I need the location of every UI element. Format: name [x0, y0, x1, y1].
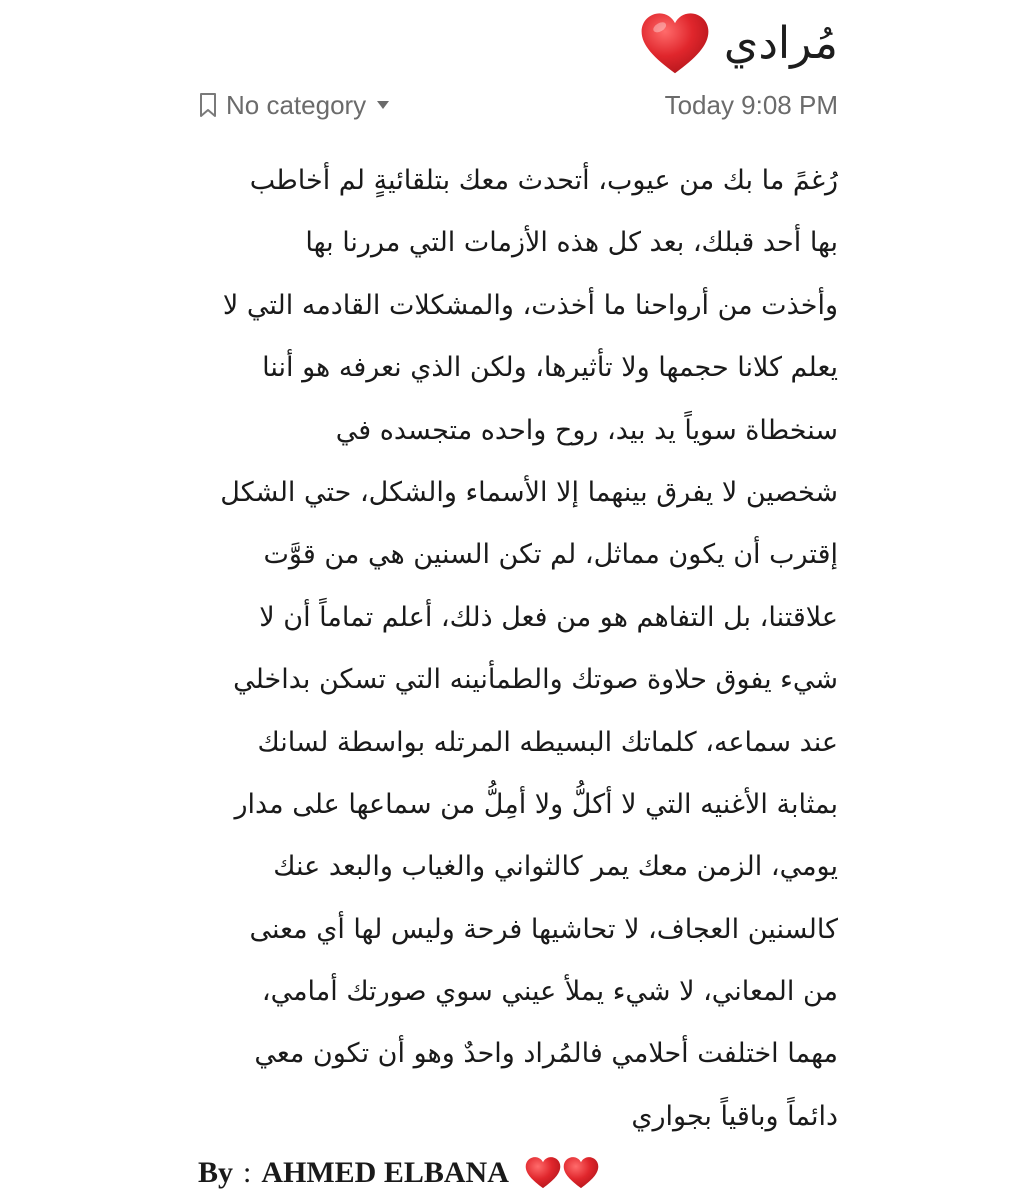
note-body-line: مهما اختلفت أحلامي فالمُراد واحدٌ وهو أن تكون معي — [254, 1038, 838, 1070]
note-body-line: وأخذت من أرواحنا ما أخذت، والمشكلات القادمه التي لا — [222, 289, 838, 321]
note-title[interactable]: مُرادي — [723, 18, 838, 69]
note-body-line: بمثابة الأغنيه التي لا أكلُّ ولا أمِلُّ من سماعها على مدار — [234, 788, 838, 820]
chevron-down-icon — [376, 100, 390, 110]
note-view — [198, 0, 838, 1200]
byline-hearts — [525, 1156, 599, 1190]
byline-prefix: By — [198, 1156, 234, 1189]
note-body-line: إقترب أن يكون مماثل، لم تكن السنين هي من قوَّت — [263, 539, 838, 571]
note-body-line: يعلم كلانا حجمها ولا تأثيرها، ولكن الذي نعرفه هو أننا — [262, 352, 838, 384]
note-body-line: دائماً وباقياً بجواري — [631, 1100, 838, 1132]
note-body-line: رُغمً ما بك من عيوب، أتحدث معك بتلقائيةٍ لم أخاطب — [249, 165, 838, 196]
note-meta-row — [198, 86, 838, 124]
note-body-line: شخصين لا يفرق بينهما إلا الأسماء والشكل، حتي الشكل — [220, 476, 838, 508]
byline-author: AHMED ELBANA — [261, 1156, 509, 1189]
note-timestamp: Today 9:08 PM — [664, 89, 838, 120]
byline-separator: : — [243, 1156, 252, 1189]
red-heart-icon — [525, 1156, 561, 1190]
note-body-line: علاقتنا، بل التفاهم هو من فعل ذلك، أعلم تماماً أن لا — [259, 601, 838, 633]
bookmark-icon — [198, 92, 218, 118]
red-heart-icon — [563, 1156, 599, 1190]
note-body-line: شيء يفوق حلاوة صوتك والطمأنينه التي تسكن بداخلي — [233, 664, 838, 696]
red-heart-icon — [640, 12, 710, 76]
note-body-line: بها أحد قبلك، بعد كل هذه الأزمات التي مررنا بها — [305, 227, 838, 259]
byline — [198, 1150, 599, 1196]
note-body-line: عند سماعه، كلماتك البسيطه المرتله بواسطة لسانك — [257, 726, 838, 758]
note-body-line: يومي، الزمن معك يمر كالثواني والغياب والبعد عنك — [273, 851, 838, 883]
note-body-line: سنخطاة سوياً يد بيد، روح واحده متجسده في — [335, 414, 838, 446]
category-label: No category — [226, 89, 367, 120]
note-body-line: كالسنين العجاف، لا تحاشيها فرحة وليس لها أي معنى — [249, 913, 838, 945]
note-title-row — [640, 8, 838, 80]
note-body-line: من المعاني، لا شيء يملأ عيني سوي صورتك أمامي، — [261, 976, 838, 1008]
note-body[interactable] — [198, 150, 838, 1148]
category-selector[interactable] — [198, 90, 390, 121]
